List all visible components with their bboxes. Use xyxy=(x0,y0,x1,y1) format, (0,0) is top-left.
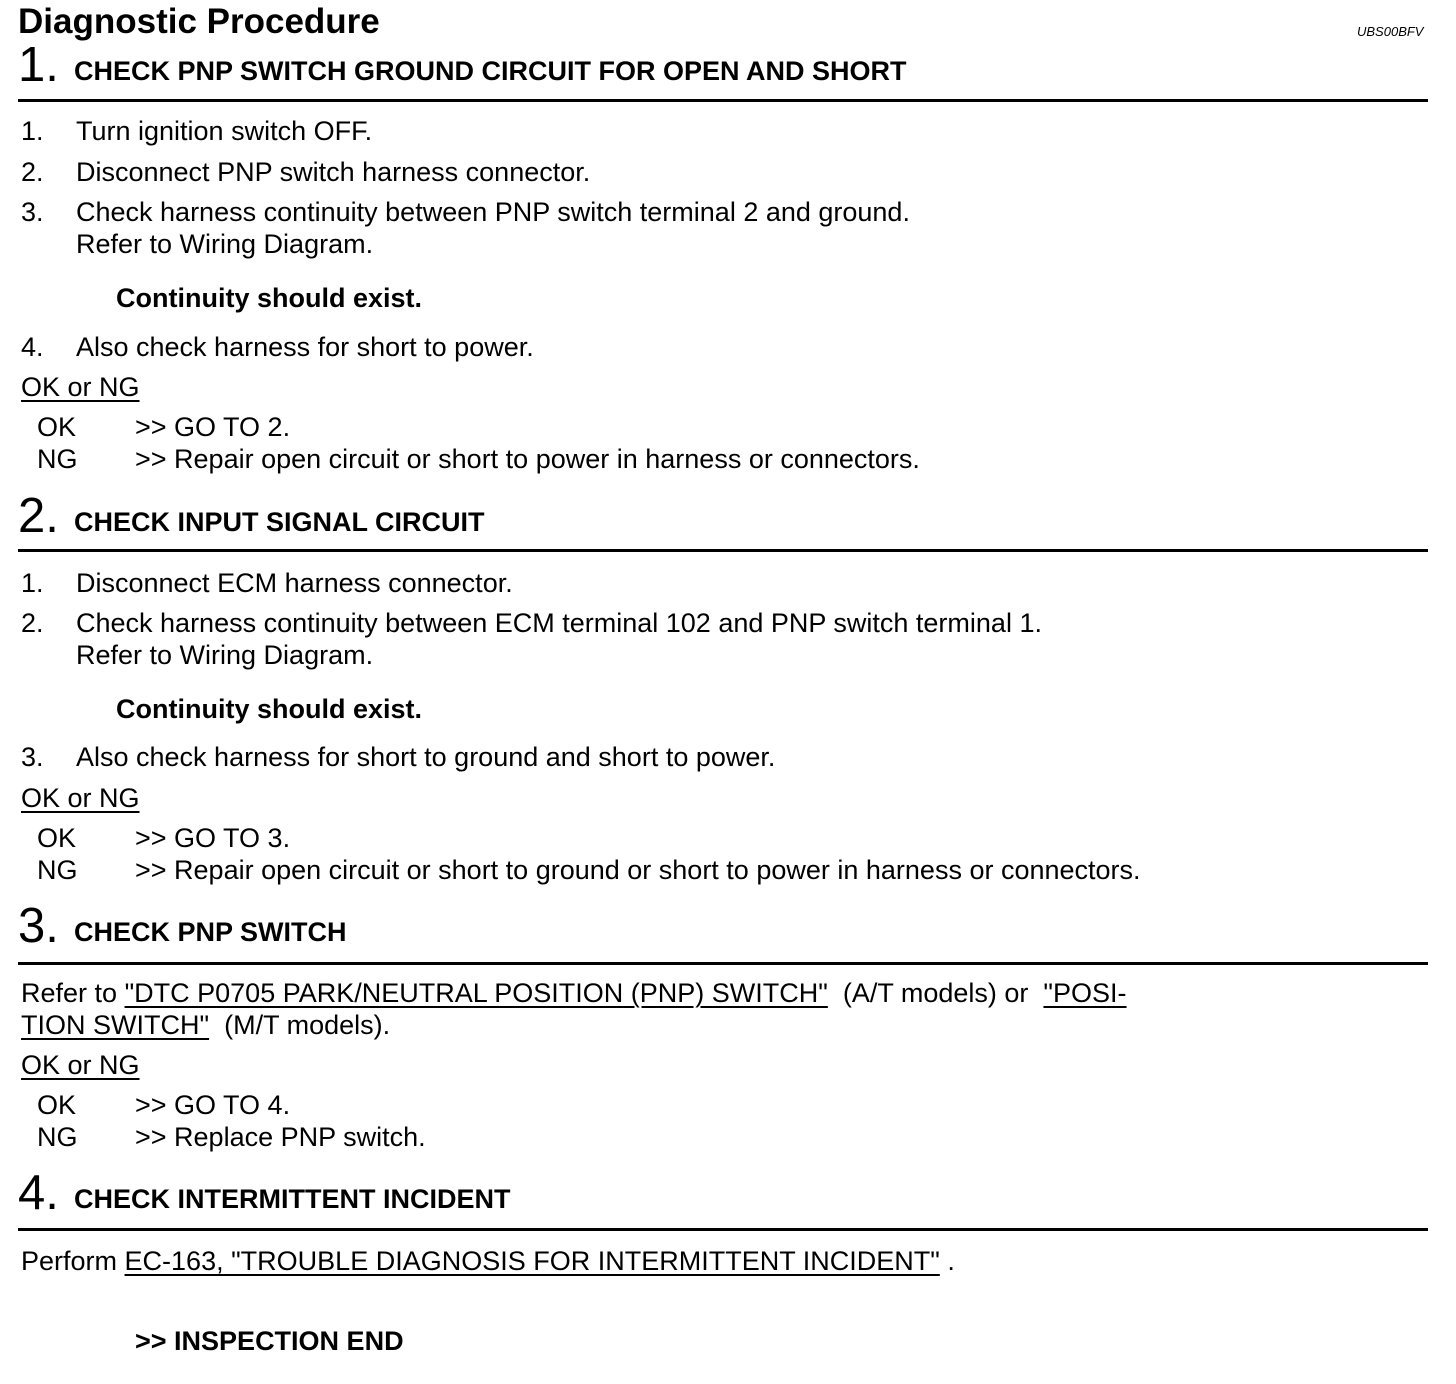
step-1-item-2-text: Disconnect PNP switch harness connector. xyxy=(76,157,591,187)
step-3-reference-line-2 xyxy=(21,1009,390,1041)
step-3-refer-suffix: (M/T models). xyxy=(224,1010,391,1040)
position-switch-link-part-2[interactable]: TION SWITCH" xyxy=(21,1010,210,1040)
step-3-ok-action: >> GO TO 4. xyxy=(135,1090,291,1120)
step-1-item-3-number: 3. xyxy=(21,197,44,227)
step-2-item-3-number: 3. xyxy=(21,742,44,772)
step-2-item-2-text: Check harness continuity between ECM terminal 102 and PNP switch terminal 1. xyxy=(76,608,1042,638)
step-1-item-3-text: Check harness continuity between PNP switch terminal 2 and ground. xyxy=(76,197,910,227)
position-switch-link-part-1[interactable]: "POSI- xyxy=(1043,978,1127,1008)
step-2-ng-label: NG xyxy=(37,855,78,885)
step-2-item-1-text: Disconnect ECM harness connector. xyxy=(76,568,513,598)
step-1-item-4-text: Also check harness for short to power. xyxy=(76,332,534,362)
step-1-item-3-reference: Refer to Wiring Diagram. xyxy=(76,229,374,259)
dtc-p0705-link[interactable]: "DTC P0705 PARK/NEUTRAL POSITION (PNP) SWITCH" xyxy=(124,978,828,1008)
step-1-item-2-number: 2. xyxy=(21,157,44,187)
step-3-refer-middle: (A/T models) or xyxy=(842,978,1029,1008)
step-2-ok-action: >> GO TO 3. xyxy=(135,823,291,853)
step-2-item-1-number: 1. xyxy=(21,568,44,598)
step-3-result-heading: OK or NG xyxy=(21,1050,140,1080)
step-4-divider xyxy=(18,1228,1428,1231)
step-2-ng-action: >> Repair open circuit or short to ground or short to power in harness or connectors. xyxy=(135,855,1141,885)
step-2-title: CHECK INPUT SIGNAL CIRCUIT xyxy=(74,507,485,537)
step-3-ng-label: NG xyxy=(37,1122,78,1152)
step-1-spec: Continuity should exist. xyxy=(116,283,423,313)
step-1-item-1-number: 1. xyxy=(21,116,44,146)
step-3-number: 3. xyxy=(18,899,59,953)
step-4-perform-line xyxy=(21,1245,955,1277)
step-1-ok-label: OK xyxy=(37,412,77,442)
step-1-title: CHECK PNP SWITCH GROUND CIRCUIT FOR OPEN AND SHORT xyxy=(74,56,907,86)
ec-163-link[interactable]: EC-163, "TROUBLE DIAGNOSIS FOR INTERMITTENT INCIDENT" xyxy=(124,1246,940,1276)
step-2-spec: Continuity should exist. xyxy=(116,694,423,724)
step-1-ok-action: >> GO TO 2. xyxy=(135,412,291,442)
step-2-ok-label: OK xyxy=(37,823,77,853)
step-2-divider xyxy=(18,549,1428,552)
step-2-result-heading: OK or NG xyxy=(21,783,140,813)
inspection-end: >> INSPECTION END xyxy=(135,1326,404,1356)
step-3-refer-prefix: Refer to xyxy=(21,978,118,1008)
step-3-ng-action: >> Replace PNP switch. xyxy=(135,1122,426,1152)
step-4-number: 4. xyxy=(18,1166,59,1220)
step-1-number: 1. xyxy=(18,38,59,92)
step-4-perform-prefix: Perform xyxy=(21,1246,118,1276)
step-2-item-2-reference: Refer to Wiring Diagram. xyxy=(76,640,374,670)
step-1-ng-label: NG xyxy=(37,444,78,474)
step-3-divider xyxy=(18,962,1428,965)
step-3-ok-label: OK xyxy=(37,1090,77,1120)
step-3-title: CHECK PNP SWITCH xyxy=(74,917,347,947)
document-code: UBS00BFV xyxy=(1357,24,1424,39)
step-2-number: 2. xyxy=(18,489,59,543)
step-1-divider xyxy=(18,99,1428,102)
page-title: Diagnostic Procedure xyxy=(18,2,380,41)
step-4-perform-suffix: . xyxy=(947,1246,955,1276)
step-1-item-1-text: Turn ignition switch OFF. xyxy=(76,116,373,146)
step-1-ng-action: >> Repair open circuit or short to power in harness or connectors. xyxy=(135,444,920,474)
step-2-item-3-text: Also check harness for short to ground and short to power. xyxy=(76,742,776,772)
step-4-title: CHECK INTERMITTENT INCIDENT xyxy=(74,1184,511,1214)
step-1-item-4-number: 4. xyxy=(21,332,44,362)
step-2-item-2-number: 2. xyxy=(21,608,44,638)
step-1-result-heading: OK or NG xyxy=(21,372,140,402)
step-3-reference-line-1 xyxy=(21,977,1127,1009)
